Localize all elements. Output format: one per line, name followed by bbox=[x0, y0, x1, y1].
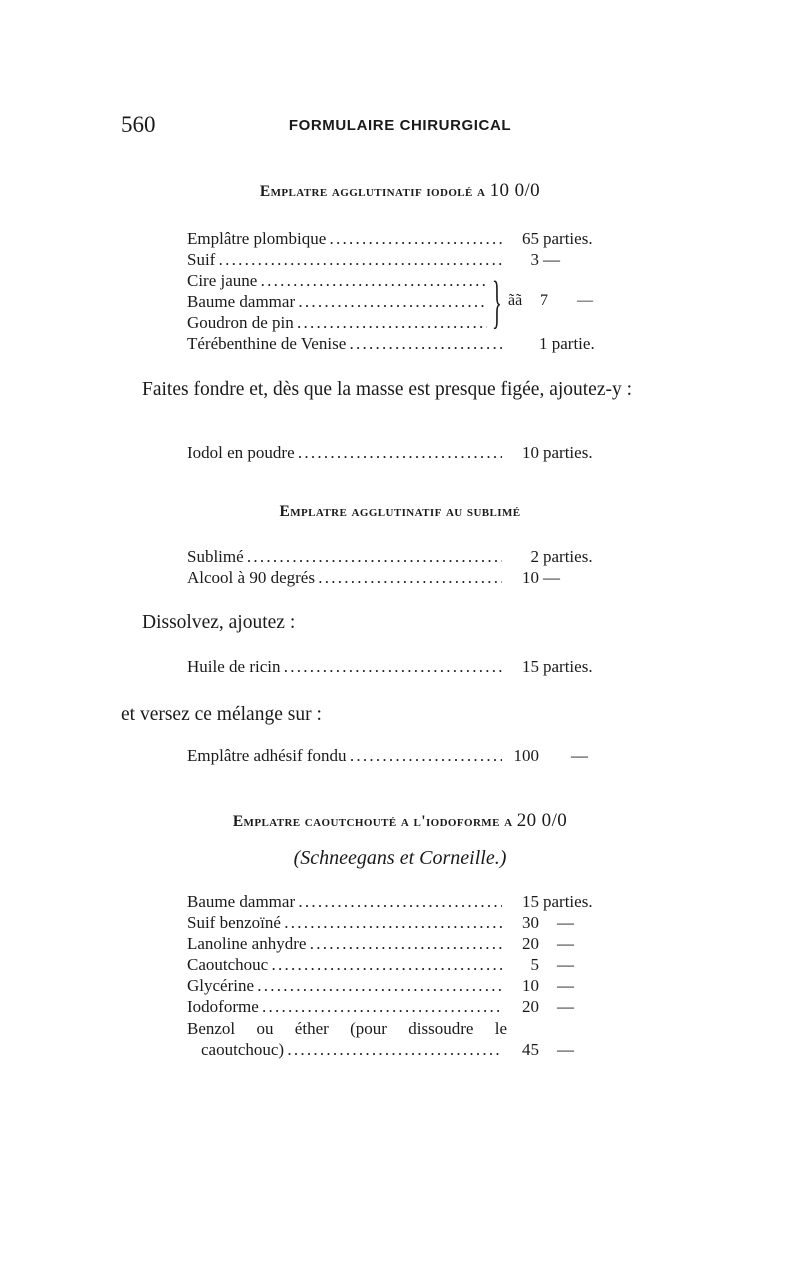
recipe-1-row bbox=[187, 271, 617, 293]
recipe-3-row bbox=[187, 976, 617, 998]
instruction-paragraph: Faites fondre et, dès que la masse est presque figée, ajoutez-y : bbox=[142, 379, 633, 400]
recipe-3-multiline-ingredient: Benzol ou éther (pour dissoudre le bbox=[187, 1019, 507, 1038]
ingredient-name: Cire jaune . . . bbox=[187, 271, 487, 291]
ingredient-name: caoutchouc) . . . bbox=[201, 1040, 502, 1060]
recipe-3-row bbox=[187, 913, 617, 935]
ingredient-unit: parties. bbox=[543, 547, 593, 566]
ingredient-unit: — bbox=[557, 997, 574, 1016]
ingredient-name: Emplâtre adhésif fondu . . . bbox=[187, 746, 502, 766]
ingredient-qty: 10 bbox=[522, 568, 539, 587]
ingredient-qty: 100 bbox=[513, 746, 539, 765]
running-head: FORMULAIRE CHIRURGICAL bbox=[288, 117, 512, 134]
ingredient-name: Suif . . . bbox=[187, 250, 502, 270]
ingredient-unit: parties. bbox=[543, 657, 593, 676]
recipe-1-row bbox=[187, 334, 617, 356]
recipe-2-row bbox=[187, 568, 617, 590]
ingredient-qty: 5 bbox=[530, 955, 539, 974]
recipe-1-title-text: Emplatre agglutinatif iodolé a bbox=[259, 183, 486, 200]
ingredient-qty: 10 bbox=[522, 976, 539, 995]
ingredient-name: Iodol en poudre . . . bbox=[187, 443, 502, 463]
recipe-1-title bbox=[0, 180, 800, 202]
ingredient-unit: — bbox=[543, 568, 560, 587]
ingredient-name: Caoutchouc . . . bbox=[187, 955, 502, 975]
ingredient-qty: 15 bbox=[522, 657, 539, 676]
group-label: ãã bbox=[508, 292, 523, 309]
recipe-1-row bbox=[187, 292, 617, 314]
ingredient-unit: — bbox=[557, 1040, 574, 1059]
ingredient-unit: — bbox=[571, 746, 588, 765]
ingredient-name: Baume dammar . . . bbox=[187, 292, 487, 312]
recipe-2-row bbox=[187, 547, 617, 569]
ingredient-name: Térébenthine de Venise . . . bbox=[187, 334, 502, 354]
instruction-dissolvez: Dissolvez, ajoutez : bbox=[142, 612, 296, 633]
ingredient-unit: — bbox=[543, 250, 560, 269]
ingredient-qty: 20 bbox=[522, 934, 539, 953]
ingredient-unit: — bbox=[557, 976, 574, 995]
ingredient-qty: 1 bbox=[539, 334, 548, 353]
recipe-2-row bbox=[187, 746, 617, 768]
ingredient-qty-unit bbox=[539, 334, 595, 354]
recipe-1-addition bbox=[187, 443, 617, 465]
ingredient-name: Huile de ricin . . . bbox=[187, 657, 502, 677]
recipe-1-row bbox=[187, 229, 617, 251]
recipe-3-row bbox=[187, 892, 617, 914]
recipe-3-row bbox=[187, 955, 617, 977]
page-number: 560 bbox=[121, 112, 156, 137]
group-qty: 7 bbox=[540, 292, 548, 309]
ingredient-unit: parties. bbox=[543, 443, 593, 462]
ingredient-qty: 10 bbox=[522, 443, 539, 462]
recipe-1-title-num: 10 0/0 bbox=[489, 180, 541, 201]
ingredient-name: Emplâtre plombique . . . bbox=[187, 229, 502, 249]
ingredient-name: Baume dammar . . . bbox=[187, 892, 502, 912]
recipe-3-row bbox=[187, 997, 617, 1019]
recipe-3-row bbox=[187, 1040, 617, 1062]
ingredient-unit: parties. bbox=[543, 229, 593, 248]
ingredient-unit: partie. bbox=[551, 334, 595, 353]
recipe-2-title: Emplatre agglutinatif au sublimé bbox=[279, 503, 521, 520]
ingredient-name: Goudron de pin . . . bbox=[187, 313, 487, 333]
ingredient-qty: 65 bbox=[522, 229, 539, 248]
ingredient-name: Lanoline anhydre . . . bbox=[187, 934, 502, 954]
ingredient-qty: 45 bbox=[522, 1040, 539, 1059]
ingredient-qty: 20 bbox=[522, 997, 539, 1016]
recipe-3-author: (Schneegans et Corneille.) bbox=[293, 847, 507, 869]
ingredient-unit: — bbox=[557, 955, 574, 974]
grouping-brace: } bbox=[492, 269, 502, 334]
ingredient-unit: parties. bbox=[543, 892, 593, 911]
ingredient-name: Sublimé . . . bbox=[187, 547, 502, 567]
ingredient-name: Alcool à 90 degrés . . . bbox=[187, 568, 502, 588]
ingredient-name: Iodoforme . . . bbox=[187, 997, 502, 1017]
recipe-2-row bbox=[187, 657, 617, 679]
recipe-3-title bbox=[0, 810, 800, 832]
recipe-3-title-text: Emplatre caoutchouté a l'iodoforme a bbox=[232, 813, 513, 830]
ingredient-qty: 30 bbox=[522, 913, 539, 932]
recipe-1-row bbox=[187, 313, 617, 335]
ingredient-unit: — bbox=[557, 913, 574, 932]
group-unit: — bbox=[577, 292, 593, 309]
ingredient-name: Suif benzoïné . . . bbox=[187, 913, 502, 933]
ingredient-name: Glycérine . . . bbox=[187, 976, 502, 996]
ingredient-qty: 15 bbox=[522, 892, 539, 911]
recipe-3-row bbox=[187, 934, 617, 956]
ingredient-qty: 2 bbox=[530, 547, 539, 566]
ingredient-qty: 3 bbox=[530, 250, 539, 269]
instruction-versez: et versez ce mélange sur : bbox=[121, 704, 322, 725]
recipe-3-title-num: 20 0/0 bbox=[516, 810, 568, 831]
ingredient-unit: — bbox=[557, 934, 574, 953]
recipe-1-row bbox=[187, 250, 617, 272]
